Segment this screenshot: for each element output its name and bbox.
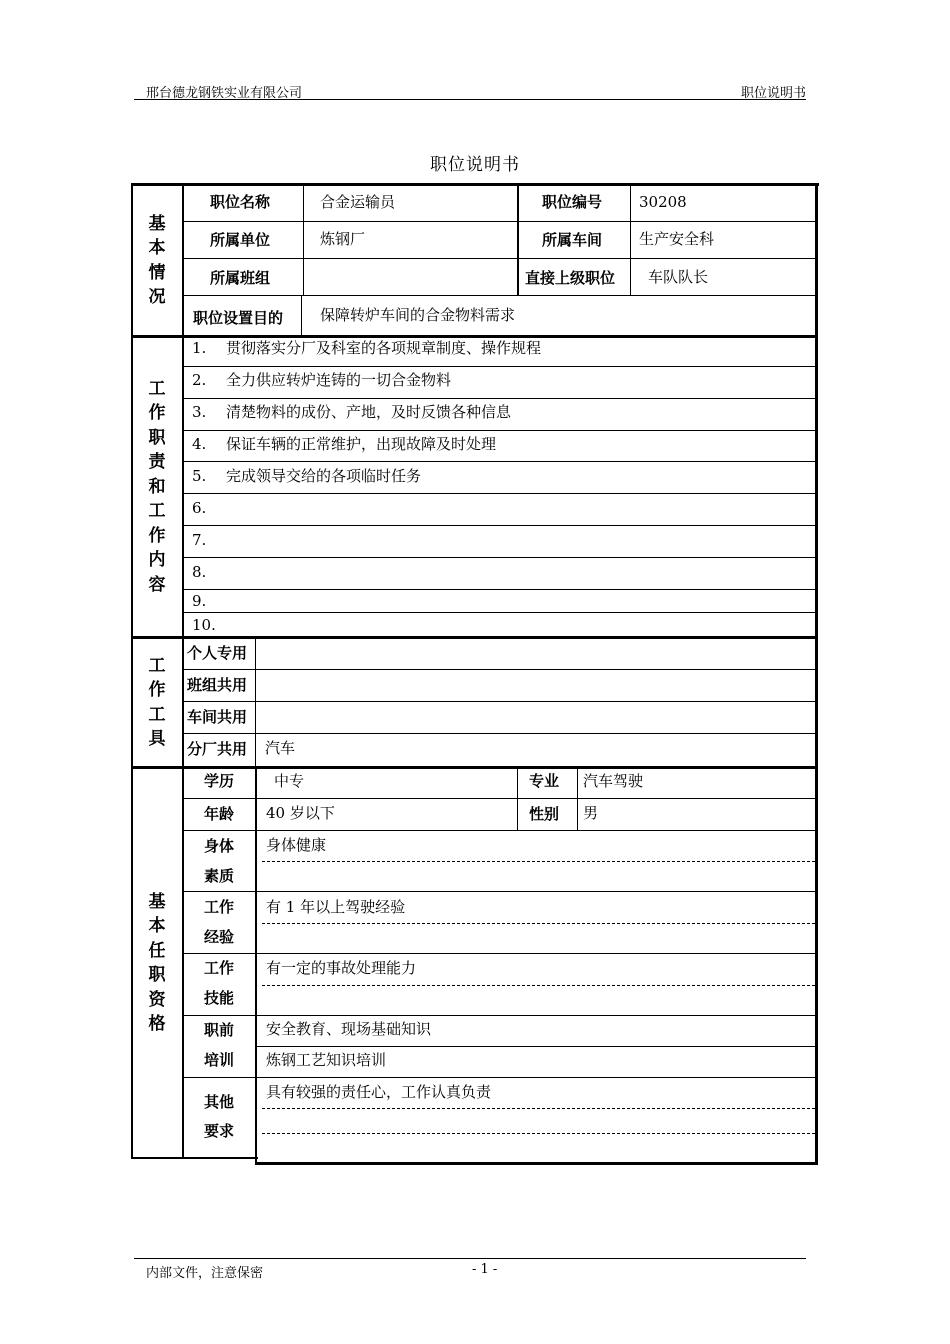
team-label: 所属班组 bbox=[210, 269, 271, 287]
workshop-label: 所属车间 bbox=[542, 231, 603, 249]
gender-value: 男 bbox=[583, 804, 599, 822]
duty-item-4: 4. 保证车辆的正常维护，出现故障及时处理 bbox=[192, 435, 497, 453]
position-code-label: 职位编号 bbox=[542, 193, 603, 211]
duty-item-3: 3. 清楚物料的成份、产地，及时反馈各种信息 bbox=[192, 403, 512, 421]
position-name-label: 职位名称 bbox=[210, 193, 271, 211]
duty-item-10: 10. bbox=[192, 616, 216, 634]
page-title: 职位说明书 bbox=[430, 155, 520, 175]
tool-workshop-label: 车间共用 bbox=[187, 708, 248, 726]
position-code-value: 30208 bbox=[639, 193, 687, 211]
section-qualifications-label: 基本任职资格 bbox=[148, 891, 166, 1034]
position-name-value: 合金运输员 bbox=[320, 193, 396, 211]
header-company: 邢台德龙钢铁实业有限公司 bbox=[146, 86, 303, 101]
education-value: 中专 bbox=[274, 772, 305, 790]
duty-item-9: 9. bbox=[192, 592, 207, 610]
duty-item-7: 7. bbox=[192, 531, 207, 549]
other-label-2: 要求 bbox=[204, 1122, 235, 1140]
workshop-value: 生产安全科 bbox=[639, 230, 715, 248]
header-rule bbox=[134, 99, 806, 100]
footer-rule bbox=[134, 1258, 806, 1259]
department-value: 炼钢厂 bbox=[320, 230, 366, 248]
section-tools-label: 工作工具 bbox=[148, 655, 166, 749]
duty-item-2: 2. 全力供应转炉连铸的一切合金物料 bbox=[192, 371, 452, 389]
footer-page-number: - 1 - bbox=[472, 1262, 498, 1277]
physical-label-2: 素质 bbox=[204, 867, 235, 885]
tool-personal-label: 个人专用 bbox=[187, 644, 248, 662]
skills-label-1: 工作 bbox=[204, 959, 235, 977]
gender-label: 性别 bbox=[529, 805, 560, 823]
major-label: 专业 bbox=[529, 772, 560, 790]
physical-value: 身体健康 bbox=[266, 836, 327, 854]
purpose-value: 保障转炉车间的合金物料需求 bbox=[320, 306, 516, 324]
section-duties-label: 工作职责和工作内容 bbox=[148, 378, 166, 595]
physical-label-1: 身体 bbox=[204, 837, 235, 855]
job-description-form bbox=[131, 183, 819, 1165]
experience-label-1: 工作 bbox=[204, 898, 235, 916]
department-label: 所属单位 bbox=[210, 231, 271, 249]
training-value-1: 安全教育、现场基础知识 bbox=[266, 1020, 432, 1038]
header-doc-type: 职位说明书 bbox=[740, 86, 806, 101]
age-value: 40 岁以下 bbox=[266, 804, 335, 822]
footer-confidential: 内部文件，注意保密 bbox=[146, 1266, 264, 1281]
education-label: 学历 bbox=[204, 772, 235, 790]
age-label: 年龄 bbox=[204, 805, 235, 823]
duty-item-8: 8. bbox=[192, 563, 207, 581]
major-value: 汽车驾驶 bbox=[583, 772, 644, 790]
other-value: 具有较强的责任心，工作认真负责 bbox=[266, 1083, 492, 1101]
training-value-2: 炼钢工艺知识培训 bbox=[266, 1051, 387, 1069]
purpose-label: 职位设置目的 bbox=[193, 309, 284, 327]
training-label-1: 职前 bbox=[204, 1021, 235, 1039]
supervisor-value: 车队队长 bbox=[648, 268, 709, 286]
supervisor-label: 直接上级职位 bbox=[525, 269, 616, 287]
other-label-1: 其他 bbox=[204, 1093, 235, 1111]
experience-label-2: 经验 bbox=[204, 928, 235, 946]
training-label-2: 培训 bbox=[204, 1051, 235, 1069]
section-basic-info-label: 基本情况 bbox=[148, 213, 166, 307]
duty-item-5: 5. 完成领导交给的各项临时任务 bbox=[192, 467, 422, 485]
duty-item-1: 1. 贯彻落实分厂及科室的各项规章制度、操作规程 bbox=[192, 339, 542, 357]
tool-factory-label: 分厂共用 bbox=[187, 740, 248, 758]
skills-label-2: 技能 bbox=[204, 989, 235, 1007]
experience-value: 有 1 年以上驾驶经验 bbox=[266, 898, 406, 916]
skills-value: 有一定的事故处理能力 bbox=[266, 959, 417, 977]
tool-factory-value: 汽车 bbox=[265, 739, 296, 757]
duty-item-6: 6. bbox=[192, 499, 207, 517]
tool-team-label: 班组共用 bbox=[187, 676, 248, 694]
